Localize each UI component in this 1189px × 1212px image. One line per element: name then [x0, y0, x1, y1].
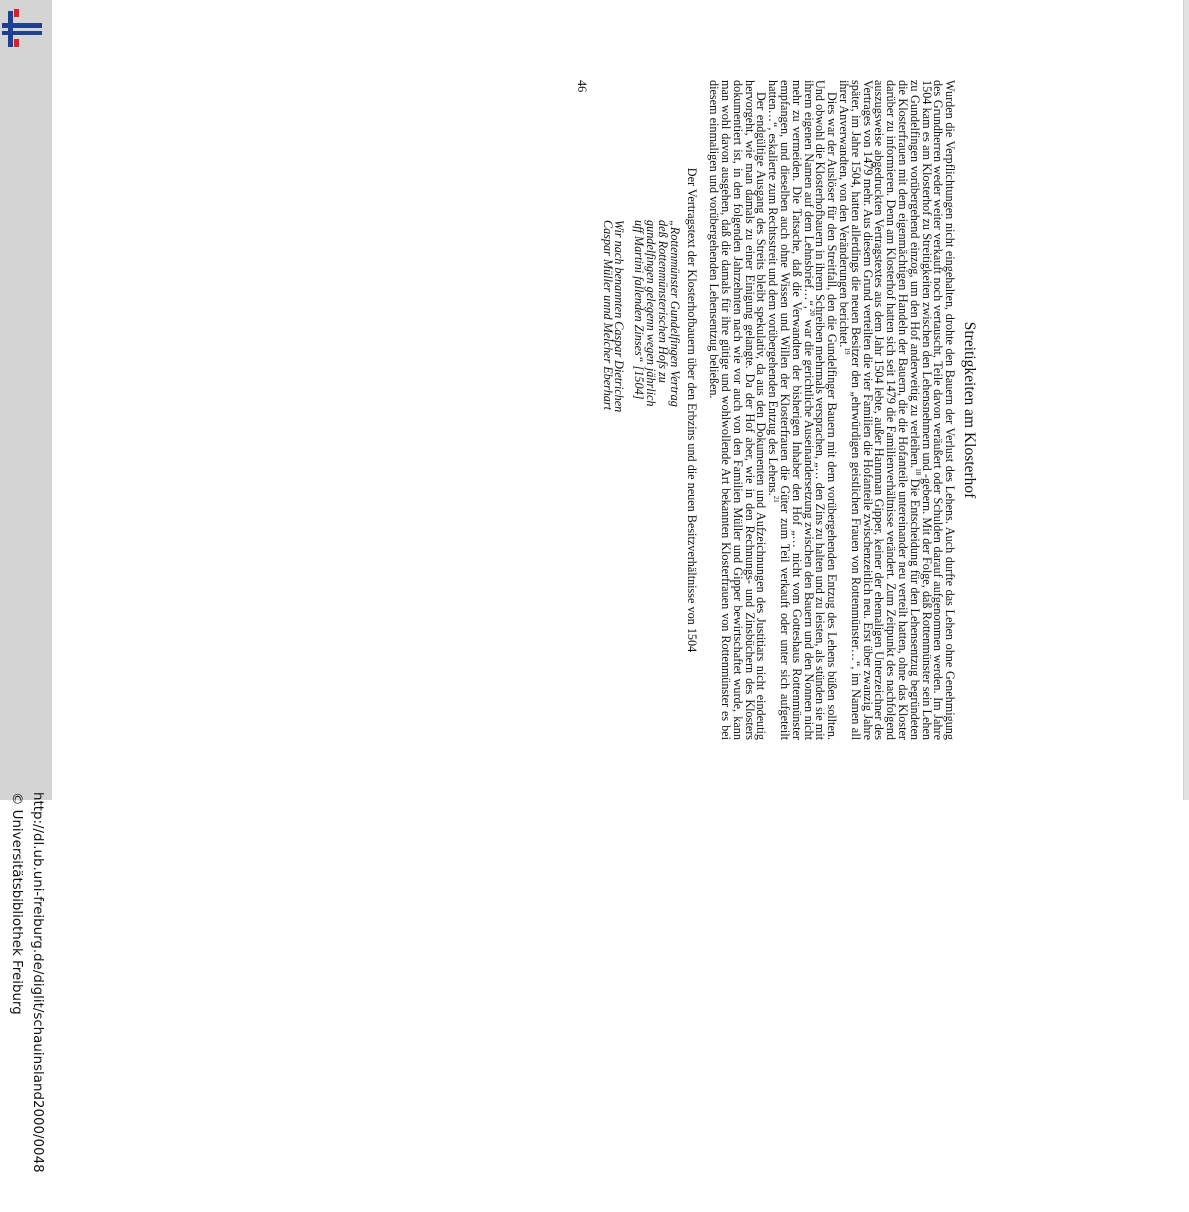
page-number: 46	[574, 80, 589, 93]
paragraph-3: Der endgültige Ausgang des Streits bleibt spekulativ, da aus den Dokumenten und Aufzeichnungen des Justitiars nicht eindeutig hervorgeht, wie man damals zu einer Einigung gelangte. Da der Hof aber, wie in den Rechnungs- und Zinsbüchern des Klosters dokumentiert ist, in den folgenden Jahrzehnten nach wie vor auch von den Familien Müller und Gipper bewirtschaftet wurde, kann man wohl davon ausgehen, daß die damals für ihre gütige und wohlwollende Art bekannten Klosterfrauen von Rottenmünster es bei diesem einmaligen und vorübergehenden Lehensentzug beließen.	[707, 80, 769, 740]
paragraph-1: Wurden die Verpflichtungen nicht eingehalten, drohte den Bauern der Verlust des Lehens. Auch durfte das Lehen ohne Genehmigung des Grundherren weder weiter verkauft noch vertauscht, Teile davon veräußert oder Schulden darauf aufgenommen werden. Im Jahre 1504 kam es am Klosterhof zu Streitigkeiten zwischen den Lehensnehmern und -gebern. Mit der Folge, daß Rottenmünster sein Lehen zu Gundelfingen vorübergehend einzog, um den Hof anderweitig zu verleihen.$^{18}$ Die Entscheidung für den Lehensentzug begründeten die Klosterfrauen mit dem eigenmächtigen Handeln der Bauern, die die Hofanteile untereinander neu verteilt hatten, ohne das Kloster darüber zu informieren. Denn am Klosterhof hatten sich seit 1479 die Familienverhältnisse verändert. Zum Zeitpunkt des nachfolgend auszugsweise abgedruckten Vertragstextes aus dem Jahr 1504 lebte, außer Hannman Gipper, keiner der ehemaligen Unterzeichner des Vertrages von 1479 mehr. Aus diesem Grund verteilten die vier Familien die Hofanteile zwischenzeitlich neu. Erst über zwanzig Jahre später, im Jahre 1504, hatten allerdings die neuen Besitzer den „ehrwürdigen geistlichen Frauen von Rottenmünster…“, im Namen all ihrer Anverwandten, von den Veränderungen berichtet.$^{19}$	[837, 80, 958, 740]
source-url[interactable]: http://dl.ub.uni-freiburg.de/diglit/schauinsland2000/0048	[30, 792, 45, 1173]
sidebar-source-info	[6, 792, 48, 1212]
footnote-ref[interactable]: 18	[913, 468, 922, 476]
scanned-page	[215, 0, 1015, 780]
page-content	[215, 80, 995, 740]
contract-quote	[601, 220, 680, 420]
page-title: Streitigkeiten am Klosterhof	[961, 321, 978, 499]
section-subheading: Der Vertragstext der Klosterhofbauern über den Erbzins und die neuen Besitzverhältnisse von 1504	[685, 167, 700, 653]
quote-heading: „Rottenmünster Gundelfingen Vertrag deß Rottenmünsterischen Hofs zu gundelfingen gelegenn wegen jährlich uff Martini fallenden Zinses“ [1504]	[632, 220, 682, 407]
quote-signatories: Wir nach benannten Caspar Dietrichen Caspar Müller unnd Melcher Eberhart	[600, 220, 627, 413]
copyright-notice: © Universitätsbibliothek Freiburg	[9, 792, 24, 1015]
university-logo-icon	[0, 9, 46, 49]
footnote-ref[interactable]: 20	[807, 308, 816, 316]
paragraph-2: Dies war der Auslöser für den Streitfall, den die Gundelfinger Bauern mit dem vorübergehenden Entzug des Lehens büßen sollten. Und obwohl die Klosterhofbauern in ihrem Schreiben mehrmals versprachen, „… den Zins zu halten und zu leisten, als stünden sie mit ihrem eigenen Namen auf dem Lehnsbrief…“,$^{20}$ war die gerichtliche Auseinandersetzung zwischen den Bauern und den Nonnen nicht mehr zu vermeiden. Die Tatsache, daß die Verwandten der bisherigen Inhaber den Hof „… nicht vom Gotteshaus Rottenmünster empfangen, und dieselben auch ohne Wissen und Willen der Klosterfrauen die Güter zum Teil verkauft oder unter sich aufgeteilt hatten…“, eskalierte zum Rechtsstreit und dem vorübergehenden Entzug des Lehens.$^{21}$	[766, 80, 840, 740]
scrollbar[interactable]	[1183, 0, 1189, 800]
footnote-ref[interactable]: 19	[843, 347, 852, 355]
viewer-sidebar	[0, 0, 52, 1173]
footnote-ref[interactable]: 21	[772, 495, 781, 503]
